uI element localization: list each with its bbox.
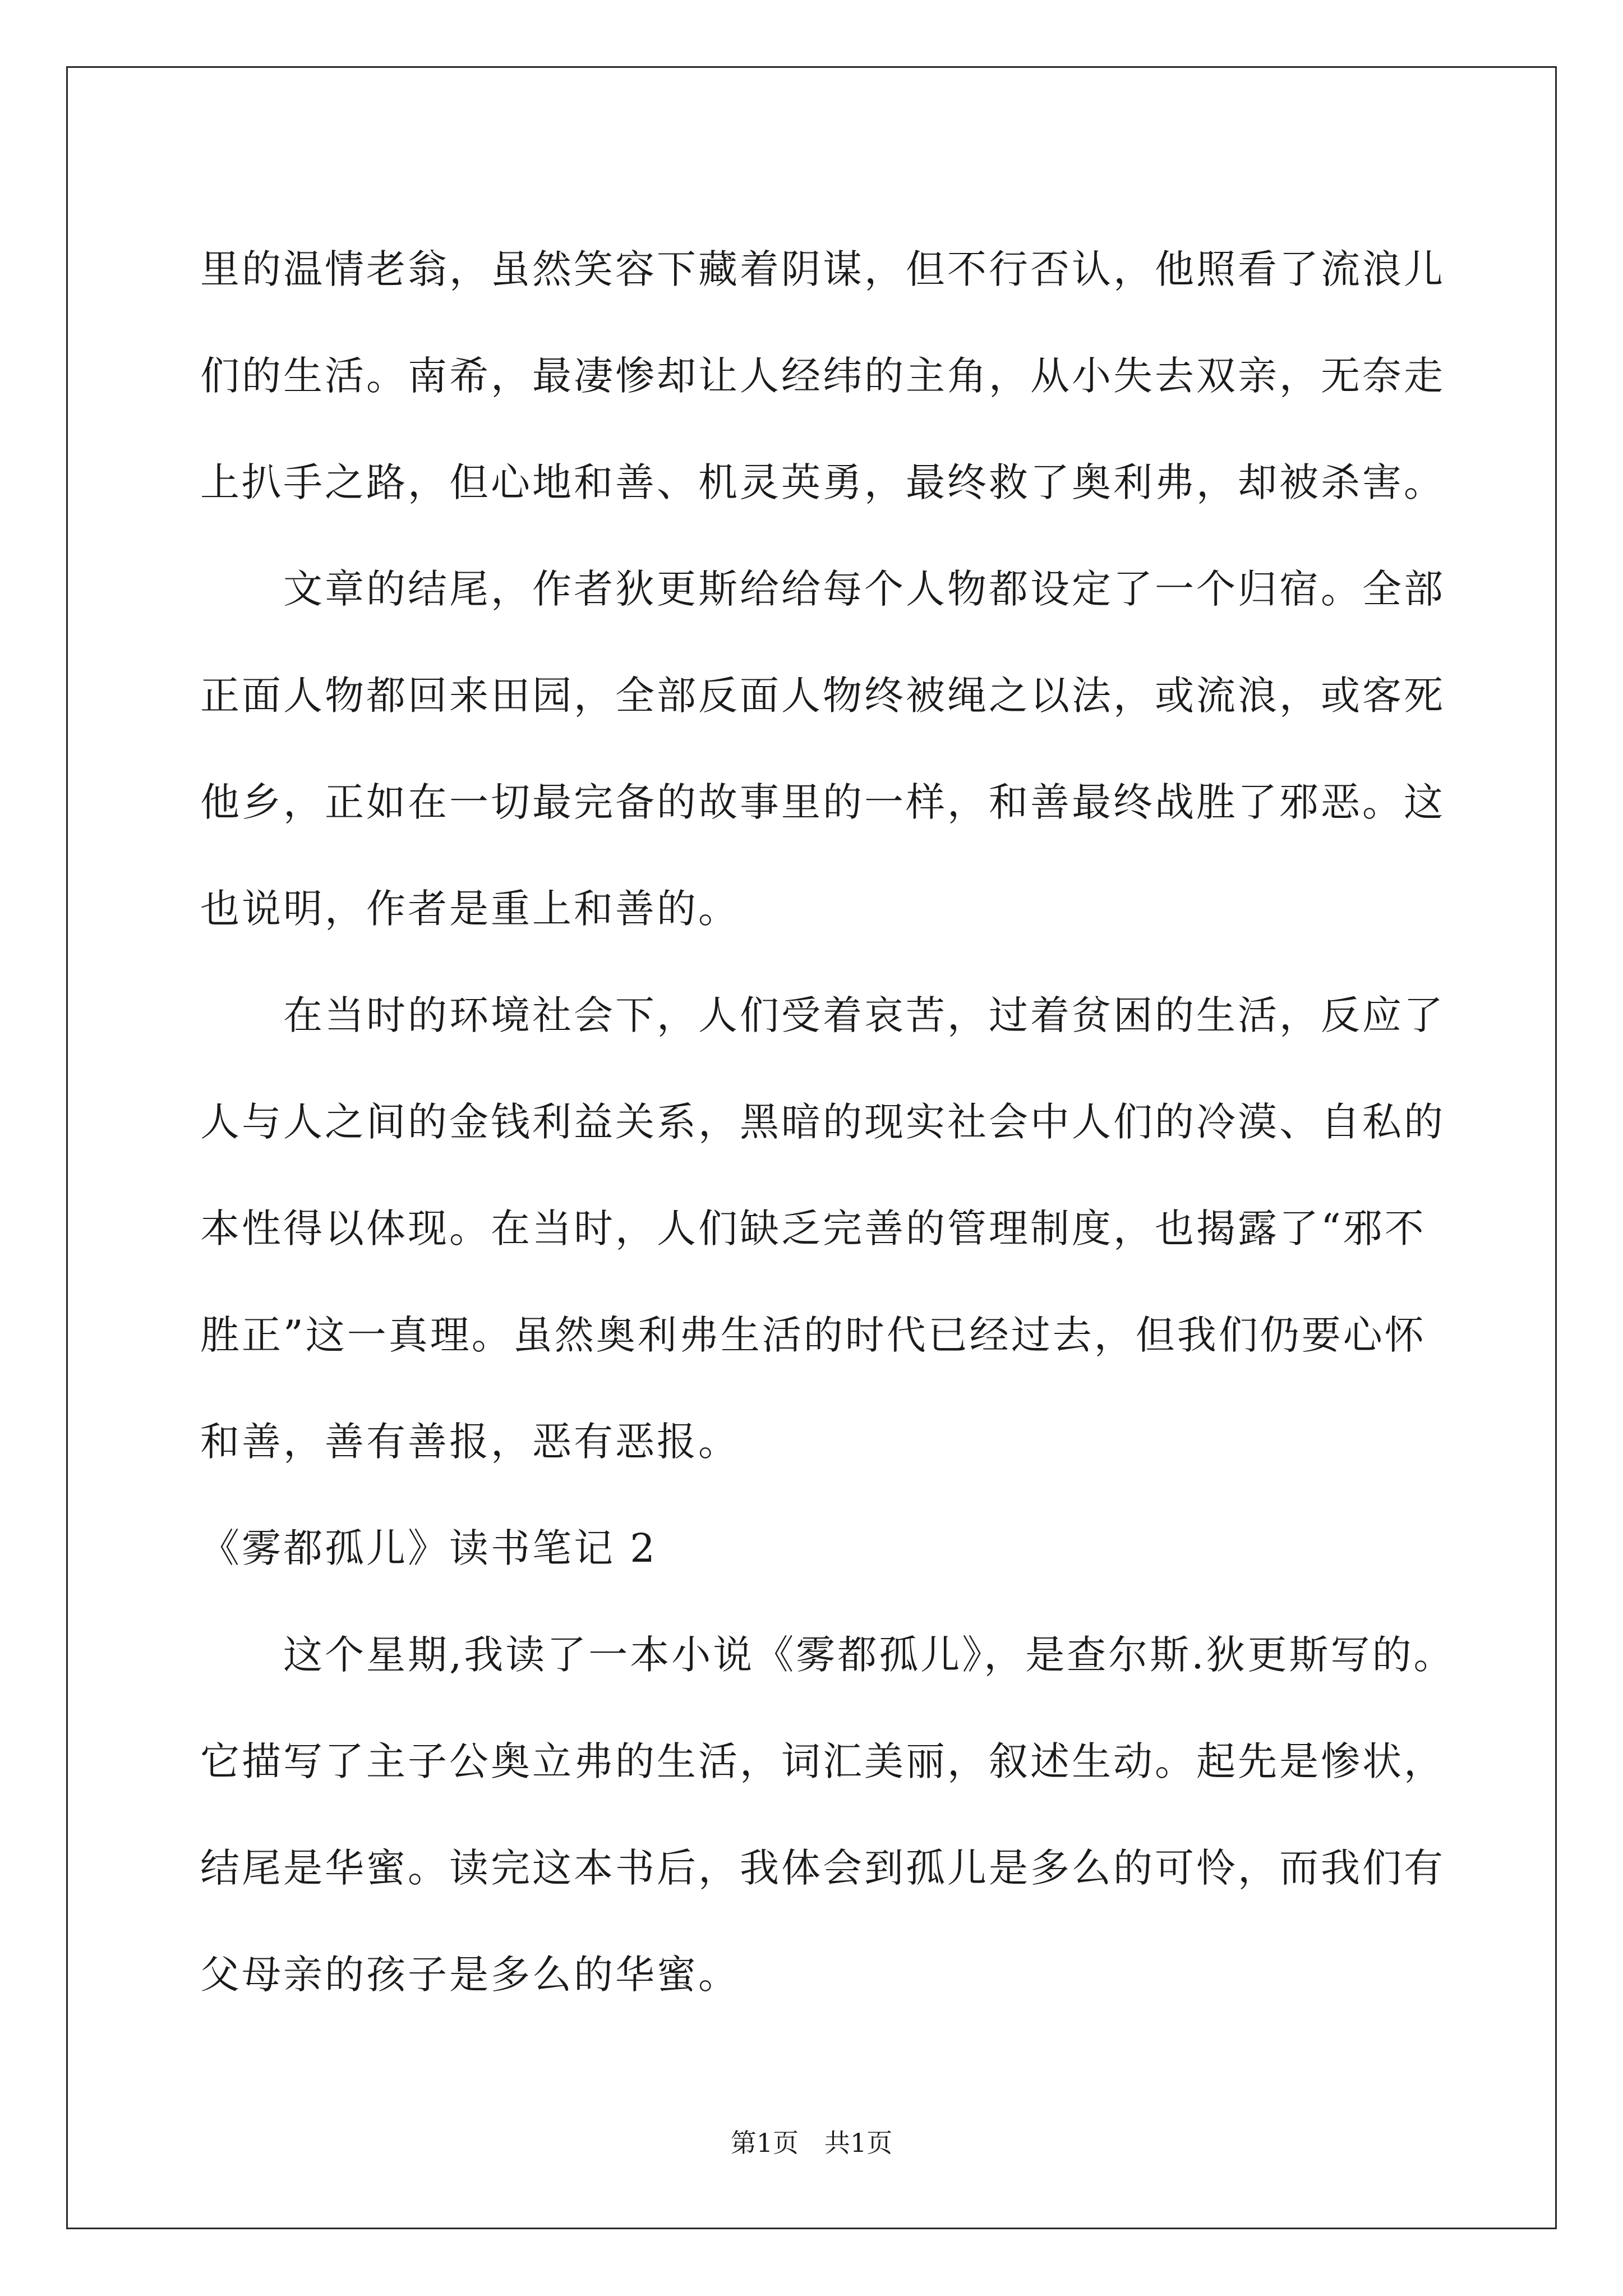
text-line: 里的温情老翁，虽然笑容下藏着阴谋，但不行否认，他照看了流浪儿 xyxy=(200,246,1445,292)
text-line: 和善，善有善报，恶有恶报。 xyxy=(200,1419,740,1465)
text-line: 正面人物都回来田园，全部反面人物终被绳之以法，或流浪，或客死 xyxy=(200,673,1445,719)
text-line: 们的生活。南希，最凄惨却让人经纬的主角，从小失去双亲，无奈走 xyxy=(200,353,1445,399)
text-line: 胜正”这一真理。虽然奥利弗生活的时代已经过去，但我们仍要心怀 xyxy=(200,1312,1426,1358)
text-line: 也说明，作者是重上和善的。 xyxy=(200,886,740,932)
document-body xyxy=(200,216,1455,2028)
text-line: 人与人之间的金钱利益关系，黑暗的现实社会中人们的冷漠、自私的 xyxy=(200,1099,1445,1145)
text-line: 文章的结尾，作者狄更斯给给每个人物都设定了一个归宿。全部 xyxy=(200,566,1445,612)
text-line: 父母亲的孩子是多么的华蜜。 xyxy=(200,1952,740,1998)
section-heading: 《雾都孤儿》读书笔记 2 xyxy=(200,1525,657,1571)
text-line: 他乡，正如在一切最完备的故事里的一样，和善最终战胜了邪恶。这 xyxy=(200,779,1445,825)
text-line: 这个星期,我读了一本小说《雾都孤儿》，是查尔斯.狄更斯写的。 xyxy=(200,1632,1455,1678)
text-line: 结尾是华蜜。读完这本书后，我体会到孤儿是多么的可怜，而我们有 xyxy=(200,1845,1445,1891)
text-line: 它描写了主子公奥立弗的生活，词汇美丽，叙述生动。起先是惨状， xyxy=(200,1738,1445,1784)
text-line: 上扒手之路，但心地和善、机灵英勇，最终救了奥利弗，却被杀害。 xyxy=(200,459,1445,505)
page-number-footer: 第1页 共1页 xyxy=(730,2128,893,2158)
text-line: 本性得以体现。在当时，人们缺乏完善的管理制度，也揭露了“邪不 xyxy=(200,1205,1426,1251)
text-line: 在当时的环境社会下，人们受着哀苦，过着贫困的生活，反应了 xyxy=(200,992,1445,1038)
